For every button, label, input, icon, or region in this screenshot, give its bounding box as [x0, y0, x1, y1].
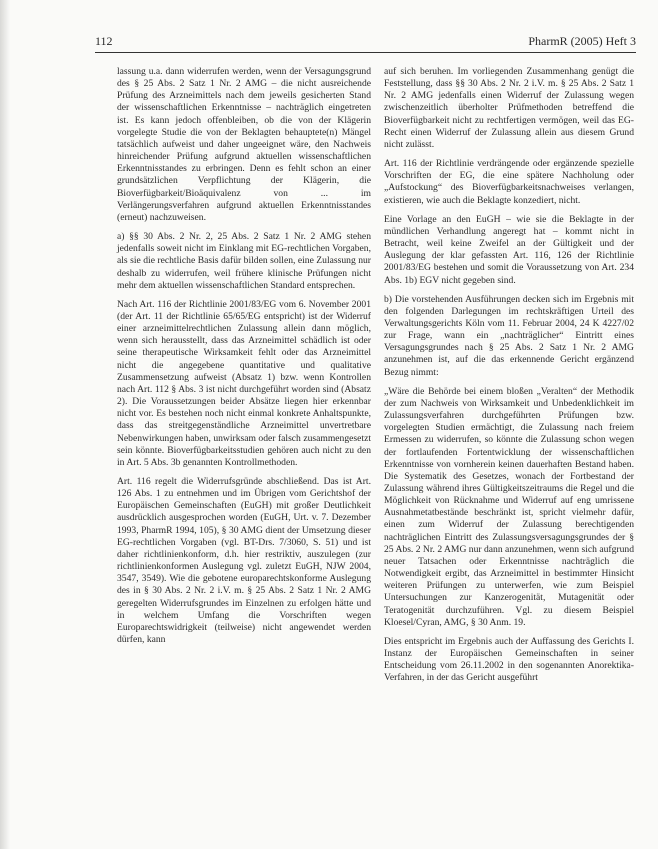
paragraph: Dies entspricht im Ergebnis auch der Auffassung des Gerichts I. Instanz der Europäischen Gemeinschaften in seiner Entscheidung vom 26.11.2002 in den sogenannten Anorektika-Verfahren, in der das Gericht ausgeführt — [384, 635, 634, 684]
paragraph: Eine Vorlage an den EuGH – wie sie die Beklagte in der mündlichen Verhandlung angeregt hat – kommt nicht in Betracht, weil keine Zweifel an der Gültigkeit und der Auslegung der klar gefassten Art. 116, 126 der Richtlinie 2001/83/EG bestehen und somit die Voraussetzung von Art. 234 Abs. 1b) EGV nicht gegeben sind. — [384, 213, 634, 286]
page-number: 112 — [95, 34, 113, 48]
paragraph: lassung u.a. dann widerrufen werden, wenn der Versagungsgrund des § 25 Abs. 2 Satz 1 Nr. 2 AMG – die nicht ausreichende Prüfung des Arzneimittels nach dem jeweils gesicherten Stand der wissenschaftlichen Erkenntnisse – nachträglich eingetreten ist. Es kann jedoch offenbleiben, ob die von der Klägerin vorgelegte Studie die von der Beklagten behauptete(n) Mängel tatsächlich aufweist und daher ungeeignet wäre, den Nachweis hinreichender Prüfung aufgrund aktuellen wissenschaftlichen Erkenntnisstandes zu erbringen. Denn es fehlt schon an einer grundsätzlichen Verpflichtung der Klägerin, die Bioverfügbarkeit/Bioäquivalenz von ... im Verlängerungsverfahren aufgrund aktuellen Erkenntnisstandes (erneut) nachzuweisen. — [117, 66, 371, 223]
paragraph: „Wäre die Behörde bei einem bloßen „Veralten“ der Methodik der zum Nachweis von Wirksamkeit und Unbedenklichkeit im Zulassungsverfahren durchgeführten Prüfungen bzw. vorgelegten Studien ermächtigt, die Zulassung nach freiem Ermessen zu widerrufen, so könnte die Zulassung schon wegen der fortlaufenden Fortentwicklung der wissenschaftlichen Erkenntnisse von vornherein keinen dauerhaften Bestand haben. Die Systematik des Gesetzes, wonach der Fortbestand der Zulassung während ihres Gültigkeitszeitraums die Regel und die Möglichkeit von Rücknahme und Widerruf auf eng umrissene Ausnahmetatbestände beschränkt ist, spricht vielmehr dafür, einen zum Widerruf der Zulassung berechtigenden nachträglichen Eintritt des Zulassungsversagungsgrundes der § 25 Abs. 2 Nr. 2 AMG nur dann anzunehmen, wenn sich aufgrund neuer Tatsachen oder Erkenntnisse nachträglich die Notwendigkeit ergibt, das Arzneimittel in bestimmter Hinsicht weiteren Prüfungen zu unterwerfen, wie zum Beispiel Untersuchungen zur Kanzerogenität, Mutagenität oder Teratogenität durchzuführen. Vgl. zu diesem Beispiel Kloesel/Cyran, AMG, § 30 Anm. 19. — [384, 385, 634, 628]
left-column — [117, 66, 371, 653]
right-column — [384, 66, 634, 692]
running-title: PharmR (2005) Heft 3 — [528, 34, 636, 48]
paragraph: b) Die vorstehenden Ausführungen decken sich im Ergebnis mit den folgenden Darlegungen im rechtskräftigen Urteil des Verwaltungsgerichts Köln vom 11. Februar 2004, 24 K 4227/02 zur Frage, wann ein „nachträglicher“ Eintritt eines Versagungsgrundes nach § 25 Abs. 2 Satz 1 Nr. 2 AMG anzunehmen ist, auf die das erkennende Gericht ergänzend Bezug nimmt: — [384, 293, 634, 378]
header-rule — [95, 52, 636, 53]
paragraph: Art. 116 der Richtlinie verdrängende oder ergänzende spezielle Vorschriften der EG, die eine spätere Nachholung oder „Aufstockung“ des Bioverfügbarkeitsnachweises verlangen, existieren, wie auch die Beklagte konzediert, nicht. — [384, 158, 634, 206]
paragraph: a) §§ 30 Abs. 2 Nr. 2, 25 Abs. 2 Satz 1 Nr. 2 AMG stehen jedenfalls soweit nicht im Einklang mit EG-rechtlichen Vorgaben, als sie die rechtliche Basis dafür bilden sollen, eine Zulassung nur deshalb zu widerrufen, weil frühere klinische Prüfungen nicht mehr dem aktuellen wissenschaftlichen Standard entsprechen. — [117, 231, 371, 291]
paragraph: Nach Art. 116 der Richtlinie 2001/83/EG vom 6. November 2001 (der Art. 11 der Richtlinie 65/65/EG entspricht) ist der Widerruf einer arzneimittelrechtlichen Zulassung allein dann möglich, wenn sich herausstellt, dass das Arzneimittel schädlich ist oder seine therapeutische Wirksamkeit fehlt oder das Arzneimittel nicht die angegebene quantitative und qualitative Zusammensetzung aufweist (Absatz 1) bzw. wenn Kontrollen nach Art. 112 § Abs. 3 ist nicht durchgeführt worden sind (Absatz 2). Die Voraussetzungen beider Absätze liegen hier erkennbar nicht vor. Es bestehen noch nicht einmal konkrete Anhaltspunkte, dass das streitgegenständliche Arzneimittel unvertretbare Nebenwirkungen haben, unwirksam oder falsch zusammengesetzt sein könnte. Bioverfügbarkeitsstudien gehören auch nicht zu den in Art. 5 Abs. 3b genannten Kontrollmethoden. — [117, 298, 371, 468]
paragraph: auf sich beruhen. Im vorliegenden Zusammenhang genügt die Feststellung, dass §§ 30 Abs. 2 Nr. 2 i.V. m. § 25 Abs. 2 Satz 1 Nr. 2 AMG jedenfalls einen Widerruf der Zulassung wegen zwischenzeitlich überholter Prüfmethoden betreffend die Bioverfügbarkeit nicht zu rechtfertigen vermögen, weil das EG-Recht einen Widerruf der Zulassung allein aus diesem Grund nicht zulässt. — [384, 66, 634, 150]
paragraph: Art. 116 regelt die Widerrufsgründe abschließend. Das ist Art. 126 Abs. 1 zu entnehmen und im Übrigen vom Gerichtshof der Europäischen Gemeinschaften (EuGH) mit großer Deutlichkeit ausdrücklich ausgesprochen worden (EuGH, Urt. v. 7. Dezember 1993, PharmR 1994, 105), § 30 AMG dient der Umsetzung dieser EG-rechtlichen Vorgaben (vgl. BT-Drs. 7/3060, S. 51) und ist daher richtlinienkonform, d.h. hier restriktiv, auszulegen (zur richtlinienkonformen Auslegung vgl. zuletzt EuGH, NJW 2004, 3547, 3549). Wie die gebotene europarechtskonforme Auslegung des in § 30 Abs. 2 Nr. 2 i.V. m. § 25 Abs. 2 Satz 1 Nr. 2 AMG geregelten Widerrufsgrundes im Einzelnen zu erfolgen hätte und in welchem Umfang die Vorschriften wegen Europarechtswidrigkeit (teilweise) nicht angewendet werden dürfen, kann — [117, 476, 371, 646]
page-edge-shadow — [0, 0, 10, 849]
